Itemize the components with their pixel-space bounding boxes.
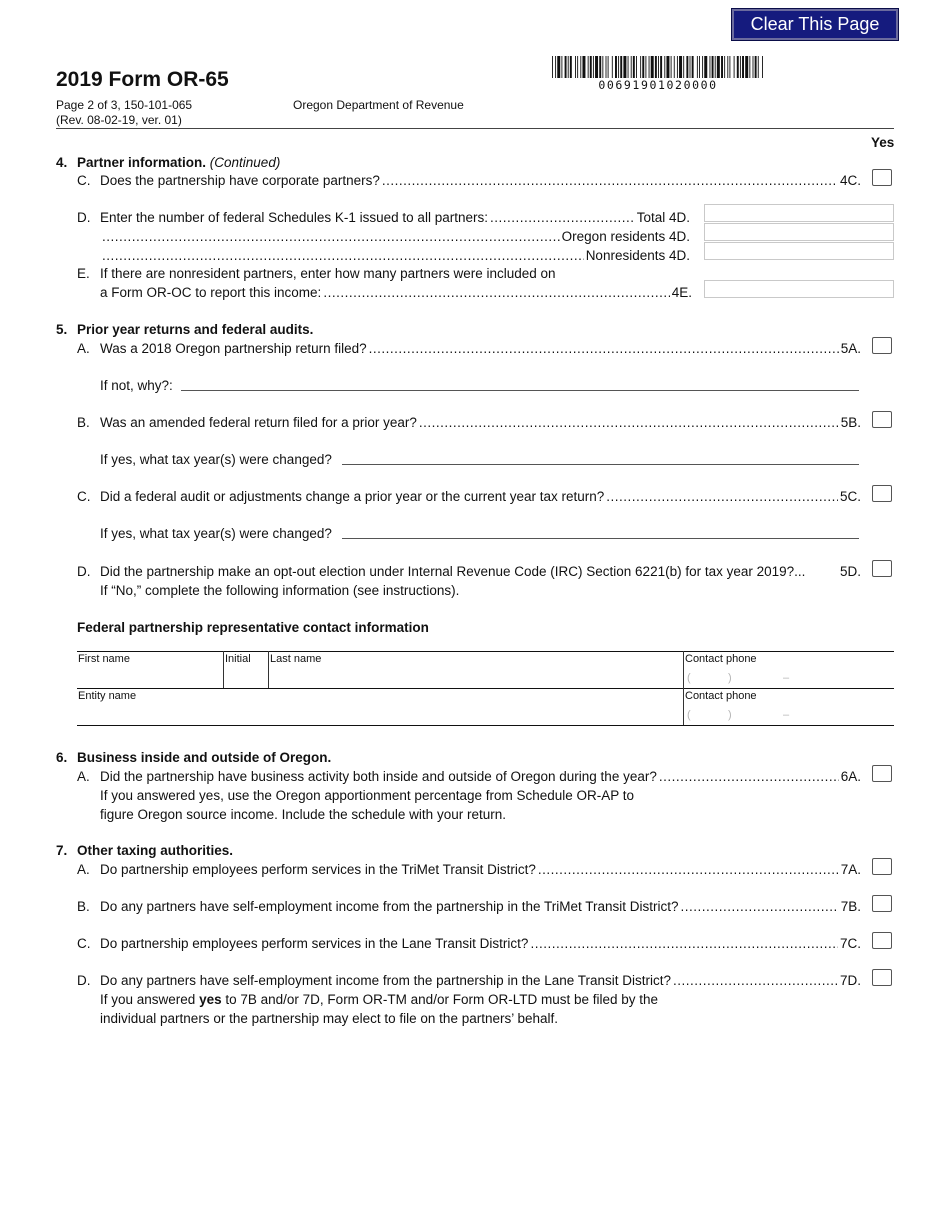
q7b-code: 7B. bbox=[840, 899, 861, 914]
q7d-row bbox=[100, 973, 861, 988]
q7b-row bbox=[100, 899, 861, 914]
section-6-number: 6. bbox=[56, 750, 68, 765]
q7d-letter: D. bbox=[77, 973, 91, 988]
q4c-text: Does the partnership have corporate partners? bbox=[100, 173, 380, 188]
first-name-label: First name bbox=[78, 653, 130, 665]
q4d-letter: D. bbox=[77, 210, 91, 225]
entity-name-label: Entity name bbox=[78, 690, 137, 702]
phone-dash: – bbox=[783, 709, 790, 721]
entity-name-input[interactable] bbox=[79, 706, 679, 722]
q4d-nonres-label: Nonresidents 4D. bbox=[585, 248, 690, 263]
revision-info: (Rev. 08-02-19, ver. 01) bbox=[56, 113, 182, 127]
q5a-text: Was a 2018 Oregon partnership return filed? bbox=[100, 341, 367, 356]
leader-dots bbox=[673, 973, 838, 988]
barcode-image bbox=[552, 56, 764, 78]
leader-dots bbox=[419, 415, 839, 430]
contact-phone-label: Contact phone bbox=[685, 653, 757, 665]
section-5-title: Prior year returns and federal audits. bbox=[77, 322, 314, 337]
q6a-code: 6A. bbox=[840, 769, 861, 784]
q7c-row bbox=[100, 936, 861, 951]
q7-note-post: to 7B and/or 7D, Form OR-TM and/or Form OR-LTD must be filed by the bbox=[225, 992, 659, 1007]
leader-dots bbox=[102, 248, 584, 263]
q5c-followup-label: If yes, what tax year(s) were changed? bbox=[100, 526, 332, 541]
section-4-title: Partner information. bbox=[77, 155, 207, 170]
q6a-checkbox[interactable] bbox=[872, 765, 892, 782]
q5c-code: 5C. bbox=[839, 489, 861, 504]
q5b-years-input[interactable] bbox=[344, 448, 857, 464]
table-rule bbox=[77, 651, 894, 652]
initial-input[interactable] bbox=[226, 669, 264, 685]
q5a-letter: A. bbox=[77, 341, 90, 356]
q5a-code: 5A. bbox=[840, 341, 861, 356]
leader-dots bbox=[606, 489, 838, 504]
q7d-code: 7D. bbox=[839, 973, 861, 988]
table-divider bbox=[268, 651, 269, 688]
q5b-row bbox=[100, 415, 861, 430]
q5d-checkbox[interactable] bbox=[872, 560, 892, 577]
q4c-row bbox=[100, 173, 861, 188]
section-7-title: Other taxing authorities. bbox=[77, 843, 234, 858]
entity-phone-input[interactable] bbox=[693, 706, 888, 722]
header-divider bbox=[56, 128, 894, 129]
q4d-nonres-row bbox=[100, 248, 690, 263]
leader-dots bbox=[530, 936, 838, 951]
q4d-oregon-label: Oregon residents 4D. bbox=[561, 229, 690, 244]
phone-paren-open: ( bbox=[687, 709, 691, 721]
q6a-note-line2: figure Oregon source income. Include the schedule with your return. bbox=[100, 807, 506, 822]
q5d-letter: D. bbox=[77, 564, 91, 579]
q4d-oregon-residents-field[interactable] bbox=[704, 223, 894, 241]
q4d-total-field[interactable] bbox=[704, 204, 894, 222]
section-4-continued: (Continued) bbox=[209, 155, 281, 170]
phone-dash: – bbox=[783, 672, 790, 684]
q4e-field[interactable] bbox=[704, 280, 894, 298]
contact-table bbox=[77, 651, 894, 726]
barcode-number: 00691901020000 bbox=[598, 78, 718, 92]
q5a-checkbox[interactable] bbox=[872, 337, 892, 354]
q7c-code: 7C. bbox=[839, 936, 861, 951]
section-4-heading bbox=[77, 155, 280, 170]
leader-dots bbox=[369, 341, 839, 356]
q4c-checkbox[interactable] bbox=[872, 169, 892, 186]
q4d-nonresidents-field[interactable] bbox=[704, 242, 894, 260]
q4e-text-line1: If there are nonresident partners, enter how many partners were included on bbox=[100, 266, 556, 281]
yes-column-header: Yes bbox=[871, 135, 895, 150]
q5a-reason-input[interactable] bbox=[183, 374, 857, 390]
table-rule bbox=[77, 725, 894, 726]
q5b-followup-line bbox=[342, 464, 859, 465]
q7d-checkbox[interactable] bbox=[872, 969, 892, 986]
leader-dots bbox=[382, 173, 838, 188]
q7b-letter: B. bbox=[77, 899, 90, 914]
q4d-total-row bbox=[100, 210, 690, 225]
q4e-code: 4E. bbox=[671, 285, 692, 300]
phone-paren-close: ) bbox=[728, 672, 732, 684]
q7-note-pre: If you answered bbox=[100, 992, 196, 1007]
form-title: 2019 Form OR-65 bbox=[56, 68, 229, 91]
q5a-followup-line bbox=[181, 390, 859, 391]
contact-phone-input[interactable] bbox=[693, 669, 888, 685]
q4c-code: 4C. bbox=[839, 173, 861, 188]
last-name-label: Last name bbox=[270, 653, 322, 665]
q5a-followup-label: If not, why?: bbox=[100, 378, 173, 393]
q7b-text: Do any partners have self-employment income from the partnership in the TriMet Transit District? bbox=[100, 899, 679, 914]
leader-dots bbox=[490, 210, 635, 225]
q4e-row bbox=[100, 285, 692, 300]
q7-note-line2: individual partners or the partnership may elect to file on the partners’ behalf. bbox=[100, 1011, 559, 1026]
q4d-text: Enter the number of federal Schedules K-1 issued to all partners: bbox=[100, 210, 488, 225]
last-name-input[interactable] bbox=[271, 669, 679, 685]
leader-dots bbox=[538, 862, 839, 877]
q6a-letter: A. bbox=[77, 769, 90, 784]
q7a-text: Do partnership employees perform services in the TriMet Transit District? bbox=[100, 862, 536, 877]
phone-paren-open: ( bbox=[687, 672, 691, 684]
q7a-checkbox[interactable] bbox=[872, 858, 892, 875]
q5d-instructions: If “No,” complete the following information (see instructions). bbox=[100, 583, 460, 598]
entity-phone-label: Contact phone bbox=[685, 690, 757, 702]
q5c-followup-line bbox=[342, 538, 859, 539]
section-5-number: 5. bbox=[56, 322, 68, 337]
q5b-code: 5B. bbox=[840, 415, 861, 430]
table-divider bbox=[223, 651, 224, 688]
q7b-checkbox[interactable] bbox=[872, 895, 892, 912]
department-name: Oregon Department of Revenue bbox=[293, 98, 464, 112]
page-info: Page 2 of 3, 150-101-065 bbox=[56, 98, 193, 112]
initial-label: Initial bbox=[225, 653, 251, 665]
leader-dots bbox=[680, 899, 838, 914]
q5c-row bbox=[100, 489, 861, 504]
q4c-letter: C. bbox=[77, 173, 91, 188]
q4d-oregon-row bbox=[100, 229, 690, 244]
q5b-text: Was an amended federal return filed for a prior year? bbox=[100, 415, 417, 430]
q4e-text-line2: a Form OR-OC to report this income: bbox=[100, 285, 322, 300]
q5d-row bbox=[100, 564, 861, 579]
q5c-letter: C. bbox=[77, 489, 91, 504]
section-7-number: 7. bbox=[56, 843, 68, 858]
q5d-code: 5D. bbox=[839, 564, 861, 579]
q7a-letter: A. bbox=[77, 862, 90, 877]
q5a-row bbox=[100, 341, 861, 356]
q5d-text: Did the partnership make an opt-out election under Internal Revenue Code (IRC) Section 6221(b) for tax year 2019?... bbox=[100, 564, 806, 579]
first-name-input[interactable] bbox=[79, 669, 219, 685]
q7c-text: Do partnership employees perform services in the Lane Transit District? bbox=[100, 936, 529, 951]
q7c-letter: C. bbox=[77, 936, 91, 951]
phone-paren-close: ) bbox=[728, 709, 732, 721]
table-divider bbox=[683, 651, 684, 725]
leader-dots bbox=[659, 769, 839, 784]
table-rule bbox=[77, 688, 894, 689]
contact-heading: Federal partnership representative contact information bbox=[77, 620, 429, 635]
q5c-years-input[interactable] bbox=[344, 522, 857, 538]
section-4-number: 4. bbox=[56, 155, 68, 170]
section-6-title: Business inside and outside of Oregon. bbox=[77, 750, 332, 765]
q6a-row bbox=[100, 769, 861, 784]
q7d-text: Do any partners have self-employment income from the partnership in the Lane Transit District? bbox=[100, 973, 672, 988]
leader-dots bbox=[323, 285, 669, 300]
q6a-text: Did the partnership have business activity both inside and outside of Oregon during the year? bbox=[100, 769, 657, 784]
leader-dots bbox=[102, 229, 560, 244]
q7a-code: 7A. bbox=[840, 862, 861, 877]
q5b-checkbox[interactable] bbox=[872, 411, 892, 428]
q4e-letter: E. bbox=[77, 266, 90, 281]
q5c-text: Did a federal audit or adjustments change a prior year or the current year tax return? bbox=[100, 489, 605, 504]
q5b-followup-label: If yes, what tax year(s) were changed? bbox=[100, 452, 332, 467]
clear-page-button[interactable]: Clear This Page bbox=[732, 9, 898, 40]
q7-note-line1 bbox=[100, 992, 658, 1007]
q5c-checkbox[interactable] bbox=[872, 485, 892, 502]
q6a-note-line1: If you answered yes, use the Oregon apportionment percentage from Schedule OR-AP to bbox=[100, 788, 635, 803]
q4d-total-label: Total 4D. bbox=[636, 210, 690, 225]
q7c-checkbox[interactable] bbox=[872, 932, 892, 949]
q7-note-bold: yes bbox=[199, 992, 222, 1007]
q5b-letter: B. bbox=[77, 415, 90, 430]
q7a-row bbox=[100, 862, 861, 877]
